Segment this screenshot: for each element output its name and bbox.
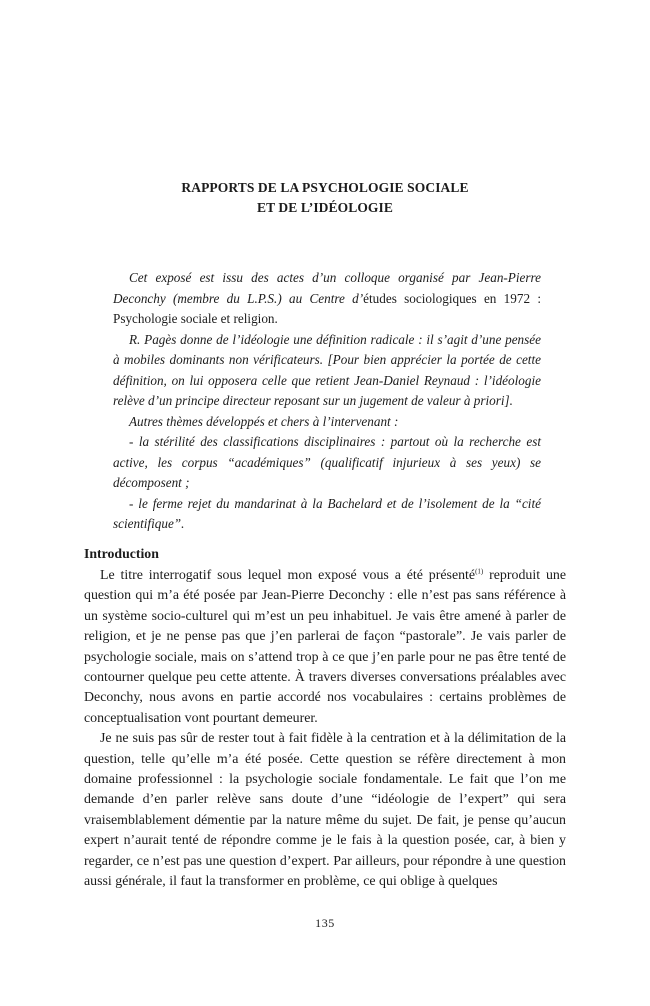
abstract-paragraph: - la stérilité des classifications disciplinaires : partout où la recherche est active, les corpus “académiques” (qualificatif injurieux à ses yeux) se décomposent ;: [113, 434, 541, 490]
body-text-span: reproduit une question qui m’a été posée par Jean-Pierre Deconchy : elle n’est pas sans référence à un système socio-culturel qui m’est un peu inhabituel. Je vais être amené à parler de religion, et je ne pense pas que j’en parlerai de façon “pastorale”. Je vais parler de psychologie sociale, mais on s’attend trop à ce que j’en parle pour ne pas être tenté de contourner quelque peu cette attente. À travers diverses conversations préalables avec Deconchy, nous avons en partie accordé nos vocabulaires : certains problèmes de conceptualisation vont pourtant demeurer.: [84, 568, 566, 726]
chapter-title-line-1: RAPPORTS DE LA PSYCHOLOGIE SOCIALE: [181, 180, 469, 195]
page-number: 135: [315, 916, 335, 930]
body-paragraph: [84, 566, 566, 729]
abstract-paragraph: R. Pagès donne de l’idéologie une définition radicale : il s’agit d’une pensée à mobiles dominants non vérificateurs. [Pour bien apprécier la portée de cette définition, on lui opposera celle que retient Jean-Daniel Reynaud : l’idéologie relève d’un principe directeur reposant sur un jugement de valeur à priori].: [113, 331, 541, 408]
abstract-paragraph: Autres thèmes développés et chers à l’intervenant :: [129, 413, 399, 429]
abstract-text-italic: Cet exposé est issu des actes d’un colloque organisé par Jean-Pierre Deconchy (membre du L.P.S.) au Centre d’: [113, 270, 541, 306]
abstract-paragraph: - le ferme rejet du mandarinat à la Bachelard et de l’isolement de la “cité scientifique”.: [113, 495, 541, 531]
body-text-span: Le titre interrogatif sous lequel mon exposé vous a été présenté: [100, 568, 476, 583]
section-heading: Introduction: [84, 546, 159, 561]
body-paragraph: Je ne suis pas sûr de rester tout à fait fidèle à la centration et à la délimitation de la question, telle qu’elle m’a été posée. Cette question se réfère directement à mon domaine professionnel : la psychologie sociale fondamentale. Le fait que l’on me demande d’en parler relève sans doute d’une “idéologie de l’expert” qui sera vraisemblablement démentie par la nature même du sujet. De fait, je pense qu’aucun expert n’aurait tenté de répondre comme je le fais à la question posée, car, à bien y regarder, ce n’est pas une question d’expert. Par ailleurs, pour répondre à une question aussi générale, il faut la transformer en problème, ce qui oblige à quelques: [84, 731, 566, 890]
abstract: [113, 268, 541, 535]
abstract-text-roman: études sociologiques en 1972 : Psychologie sociale et religion.: [113, 290, 542, 326]
body-text: [84, 566, 566, 893]
chapter-title: [0, 178, 650, 218]
footnote-reference[interactable]: (1): [475, 567, 484, 576]
abstract-paragraph: [113, 268, 541, 330]
chapter-title-line-2: ET DE L’IDÉOLOGIE: [256, 200, 393, 215]
